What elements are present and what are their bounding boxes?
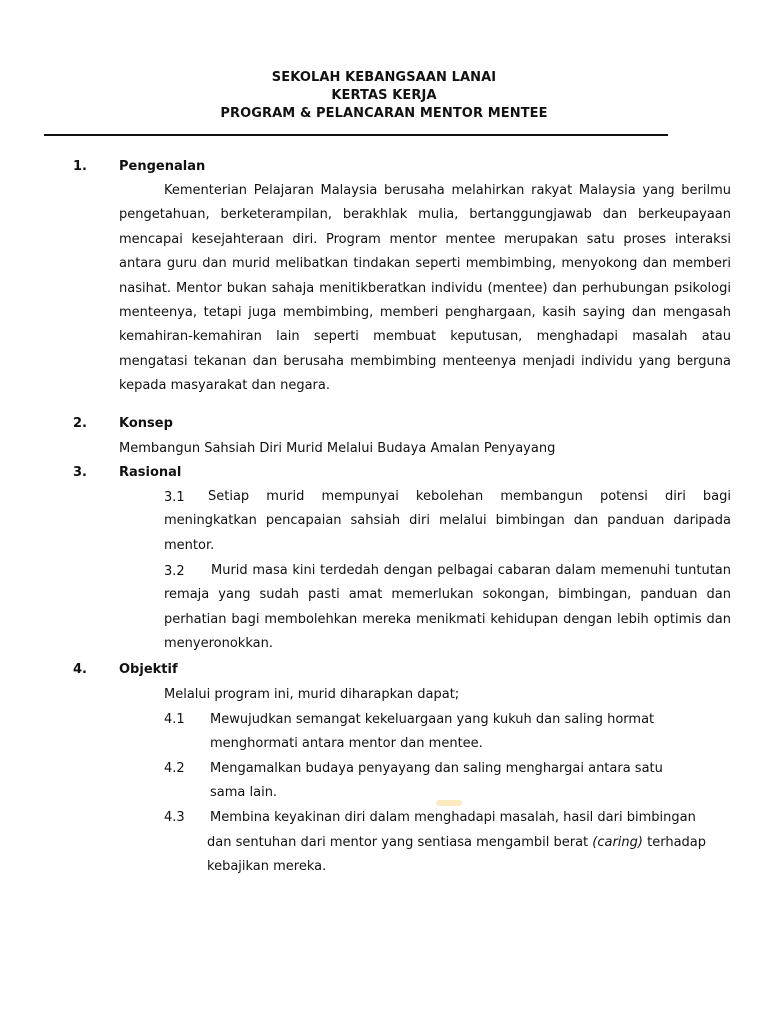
section-2-body: Membangun Sahsiah Diri Murid Melalui Budaya Amalan Penyayang bbox=[119, 441, 556, 456]
item-4-3-line2-part-c: terhadap bbox=[643, 835, 707, 850]
item-3-1-number: 3.1 bbox=[164, 490, 185, 505]
section-2-title: Konsep bbox=[119, 416, 173, 431]
item-4-3-line2-part-a: dan sentuhan dari mentor yang sentiasa mengambil berat bbox=[207, 835, 593, 850]
item-4-3-line1: Membina keyakinan diri dalam menghadapi masalah, hasil dari bimbingan bbox=[210, 810, 696, 825]
document-type: KERTAS KERJA bbox=[331, 88, 437, 103]
scan-smudge bbox=[436, 800, 462, 806]
item-4-3-line3: kebajikan mereka. bbox=[207, 859, 327, 874]
section-3-title: Rasional bbox=[119, 465, 182, 480]
item-4-1-line2: menghormati antara mentor dan mentee. bbox=[210, 736, 483, 751]
document-title: PROGRAM & PELANCARAN MENTOR MENTEE bbox=[220, 106, 548, 121]
item-3-1-text: Setiap murid mempunyai kebolehan membangun potensi diri bagi meningkatkan pencapaian sahsiah diri melalui bimbingan dan panduan daripada mentor. bbox=[164, 489, 731, 553]
item-4-1-line1: Mewujudkan semangat kekeluargaan yang kukuh dan saling hormat bbox=[210, 712, 655, 727]
school-name: SEKOLAH KEBANGSAAN LANAI bbox=[271, 70, 497, 85]
section-1-number: 1. bbox=[73, 159, 87, 174]
section-3-number: 3. bbox=[73, 465, 87, 480]
item-4-3-number: 4.3 bbox=[164, 810, 185, 825]
item-3-2-number: 3.2 bbox=[164, 564, 185, 579]
section-1-title: Pengenalan bbox=[119, 159, 206, 174]
section-4-intro: Melalui program ini, murid diharapkan dapat; bbox=[164, 687, 460, 702]
item-4-2-line2: sama lain. bbox=[210, 785, 278, 800]
section-1-body: Kementerian Pelajaran Malaysia berusaha melahirkan rakyat Malaysia yang berilmu pengetahuan, berketerampilan, berakhlak mulia, bertanggungjawab dan berkeupayaan mencapai kesejahteraan diri. Program mentor mentee merupakan satu proses interaksi antara guru dan murid melibatkan tindakan seperti membimbing, menyokong dan memberi nasihat. Mentor bukan sahaja menitikberatkan individu (mentee) dan perhubungan psikologi menteenya, tetapi juga membimbing, memberi penghargaan, kasih saying dan mengasah kemahiran-kemahiran lain seperti membuat keputusan, menghadapi masalah atau mengatasi tekanan dan berusaha membimbing menteenya menjadi individu yang berguna kepada masyarakat dan negara. bbox=[119, 183, 731, 394]
item-4-1-number: 4.1 bbox=[164, 712, 185, 727]
section-4-title: Objektif bbox=[119, 662, 178, 677]
item-4-2-number: 4.2 bbox=[164, 761, 185, 776]
item-4-3-line2 bbox=[207, 835, 706, 850]
item-3-2-text: Murid masa kini terdedah dengan pelbagai cabaran dalam memenuhi tuntutan remaja yang sudah pasti amat memerlukan sokongan, bimbingan, panduan dan perhatian bagi membolehkan mereka menikmati kehidupan dengan lebih optimis dan menyeronokkan. bbox=[164, 563, 731, 652]
section-2-number: 2. bbox=[73, 416, 87, 431]
item-4-2-line1: Mengamalkan budaya penyayang dan saling menghargai antara satu bbox=[210, 761, 663, 776]
header-rule bbox=[44, 134, 668, 136]
section-4-number: 4. bbox=[73, 662, 87, 677]
item-4-3-line2-caring: (caring) bbox=[592, 835, 643, 850]
